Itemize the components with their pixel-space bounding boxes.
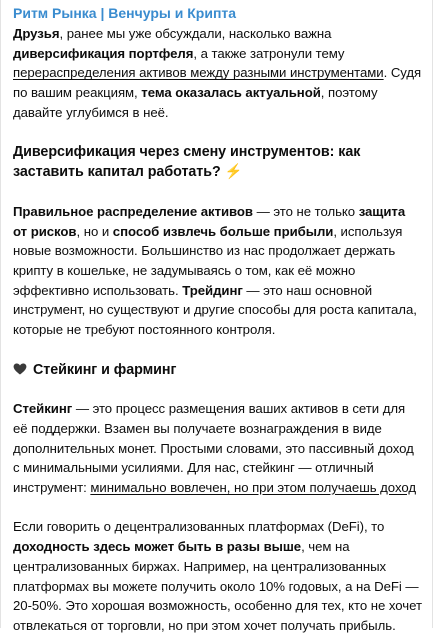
text-span: — это процесс размещения ваших активов в сети для её поддержки. Взамен вы получаете вознаграждения в виде дополнительных монет. Простыми словами, это пассивный доход с минимальными усилиями. Для нас, стейкинг — отличный инструмент: [13,401,414,495]
text-span: , поэтому давайте углубимся в неё. [13,85,378,120]
text-bold: диверсификация портфеля [13,45,194,61]
message-text [13,24,422,636]
text-span: , ранее мы уже обсуждали, насколько важна [59,26,332,41]
paragraph-gap [13,123,422,143]
black-heart-icon [13,363,27,375]
text-bold: Стейкинг [13,401,73,417]
heading-text: Диверсификация через смену инструментов: как заставить капитал работать? [13,144,361,181]
text-bold: защита от рисков [13,203,406,239]
text-span: . Судя по вашим реакциям, [13,65,422,101]
paragraph-gap [13,182,422,202]
paragraph-gap [13,380,422,400]
text-underline: перераспределения активов между разными инструментами [13,65,384,81]
paragraph-gap [13,340,422,360]
text-bold: способ извлечь больше прибыли [112,223,334,239]
text-bold: Правильное распределение активов [13,203,253,219]
paragraph-intro [13,24,422,123]
text-span: , чем на централизованных биржах. Например, на централизованных платформах вы можете получить около 10% годовых, а на DeFi — 20-50%. Это хорошая возможность, особенно для тех, кто не хочет отвлекаться от торговли, но при этом хочет получать прибыль. [13,539,422,633]
text-bold: Трейдинг [182,282,243,298]
text-span: , используя новые возможности. Большинство из нас продолжает держать крипту в кошельке, не задумываясь о том, как её можно эффективно использовать. [13,223,403,298]
text-bold: Друзья [13,26,60,41]
paragraph-staking [13,399,422,498]
heading-diversification [13,142,422,182]
lightning-icon: ⚡ [224,164,243,181]
heading-text: Стейкинг и фарминг [33,361,177,378]
text-span: — это наш основной инструмент, но существуют и другие способы для роста капитала, которые не требуют постоянного контроля. [13,282,417,338]
paragraph-defi [13,517,422,635]
heading-staking [13,360,422,380]
paragraph-gap [13,498,422,518]
text-bold: доходность здесь может быть в разы выше [13,539,302,555]
text-span: , но и [76,223,113,239]
text-span: , а также затронули тему [193,45,345,61]
text-underline: минимально вовлечен, но при этом получаешь доход [90,480,416,495]
text-span: Если говорить о децентрализованных платформах (DeFi), то [13,519,385,535]
text-bold: тема оказалась актуальной [141,85,321,101]
channel-name[interactable]: Ритм Рынка | Венчуры и Крипта [13,5,237,21]
paragraph-allocation [13,202,422,340]
text-span: — это не только [252,203,359,219]
